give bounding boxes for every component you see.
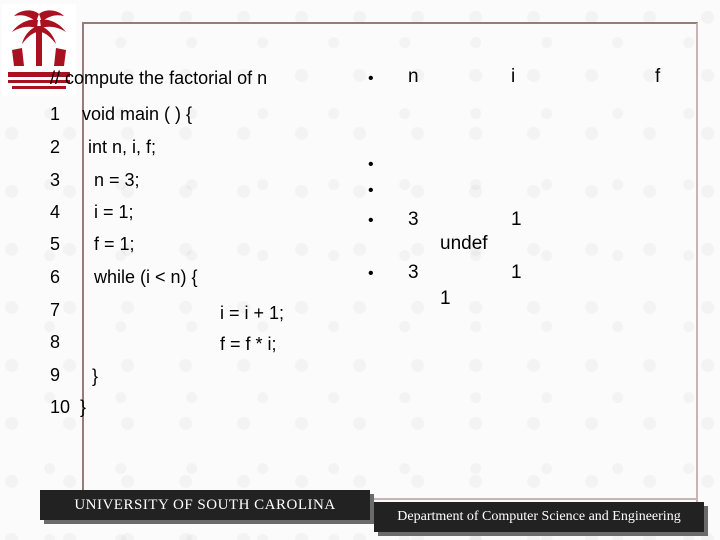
line-number: 3 bbox=[50, 170, 61, 190]
bullet: • bbox=[368, 182, 374, 199]
code-comment: // compute the factorial of n bbox=[50, 68, 268, 88]
line-number: 6 bbox=[50, 267, 61, 287]
code-line: f = 1; bbox=[94, 234, 135, 254]
code-line: } bbox=[92, 366, 99, 386]
line-number: 8 bbox=[50, 332, 61, 352]
line-number: 4 bbox=[50, 202, 61, 222]
line-number: 1 bbox=[50, 104, 61, 124]
trace-i-value: 1 bbox=[440, 288, 451, 309]
code-line: i = 1; bbox=[94, 202, 134, 222]
trace-n-value: 3 bbox=[408, 209, 419, 230]
trace-header-i: i bbox=[511, 66, 516, 87]
code-line: int n, i, f; bbox=[88, 137, 157, 157]
line-number: 5 bbox=[50, 234, 61, 254]
line-number: 2 bbox=[50, 137, 61, 157]
trace-i-value: undef bbox=[440, 233, 488, 254]
line-number: 9 bbox=[50, 365, 61, 385]
trace-header-n: n bbox=[408, 66, 419, 87]
bullet: • bbox=[368, 70, 374, 87]
slide-frame bbox=[82, 22, 698, 502]
university-footer-label: UNIVERSITY OF SOUTH CAROLINA bbox=[40, 490, 370, 520]
bullet: • bbox=[368, 212, 374, 229]
trace-f-value: 1 bbox=[511, 262, 522, 283]
trace-f-value: 1 bbox=[511, 209, 522, 230]
bullet: • bbox=[368, 265, 374, 282]
code-line: void main ( ) { bbox=[82, 104, 193, 124]
department-footer-label: Department of Computer Science and Engineering bbox=[374, 502, 704, 532]
line-number: 7 bbox=[50, 300, 61, 320]
code-line: while (i < n) { bbox=[94, 267, 198, 287]
code-line: n = 3; bbox=[94, 170, 140, 190]
trace-n-value: 3 bbox=[408, 262, 419, 283]
trace-header-f: f bbox=[655, 66, 661, 87]
code-line: i = i + 1; bbox=[220, 303, 285, 323]
line-number: 10 bbox=[50, 397, 71, 417]
bullet: • bbox=[368, 156, 374, 173]
code-line: } bbox=[80, 397, 87, 417]
code-line: f = f * i; bbox=[220, 334, 277, 354]
